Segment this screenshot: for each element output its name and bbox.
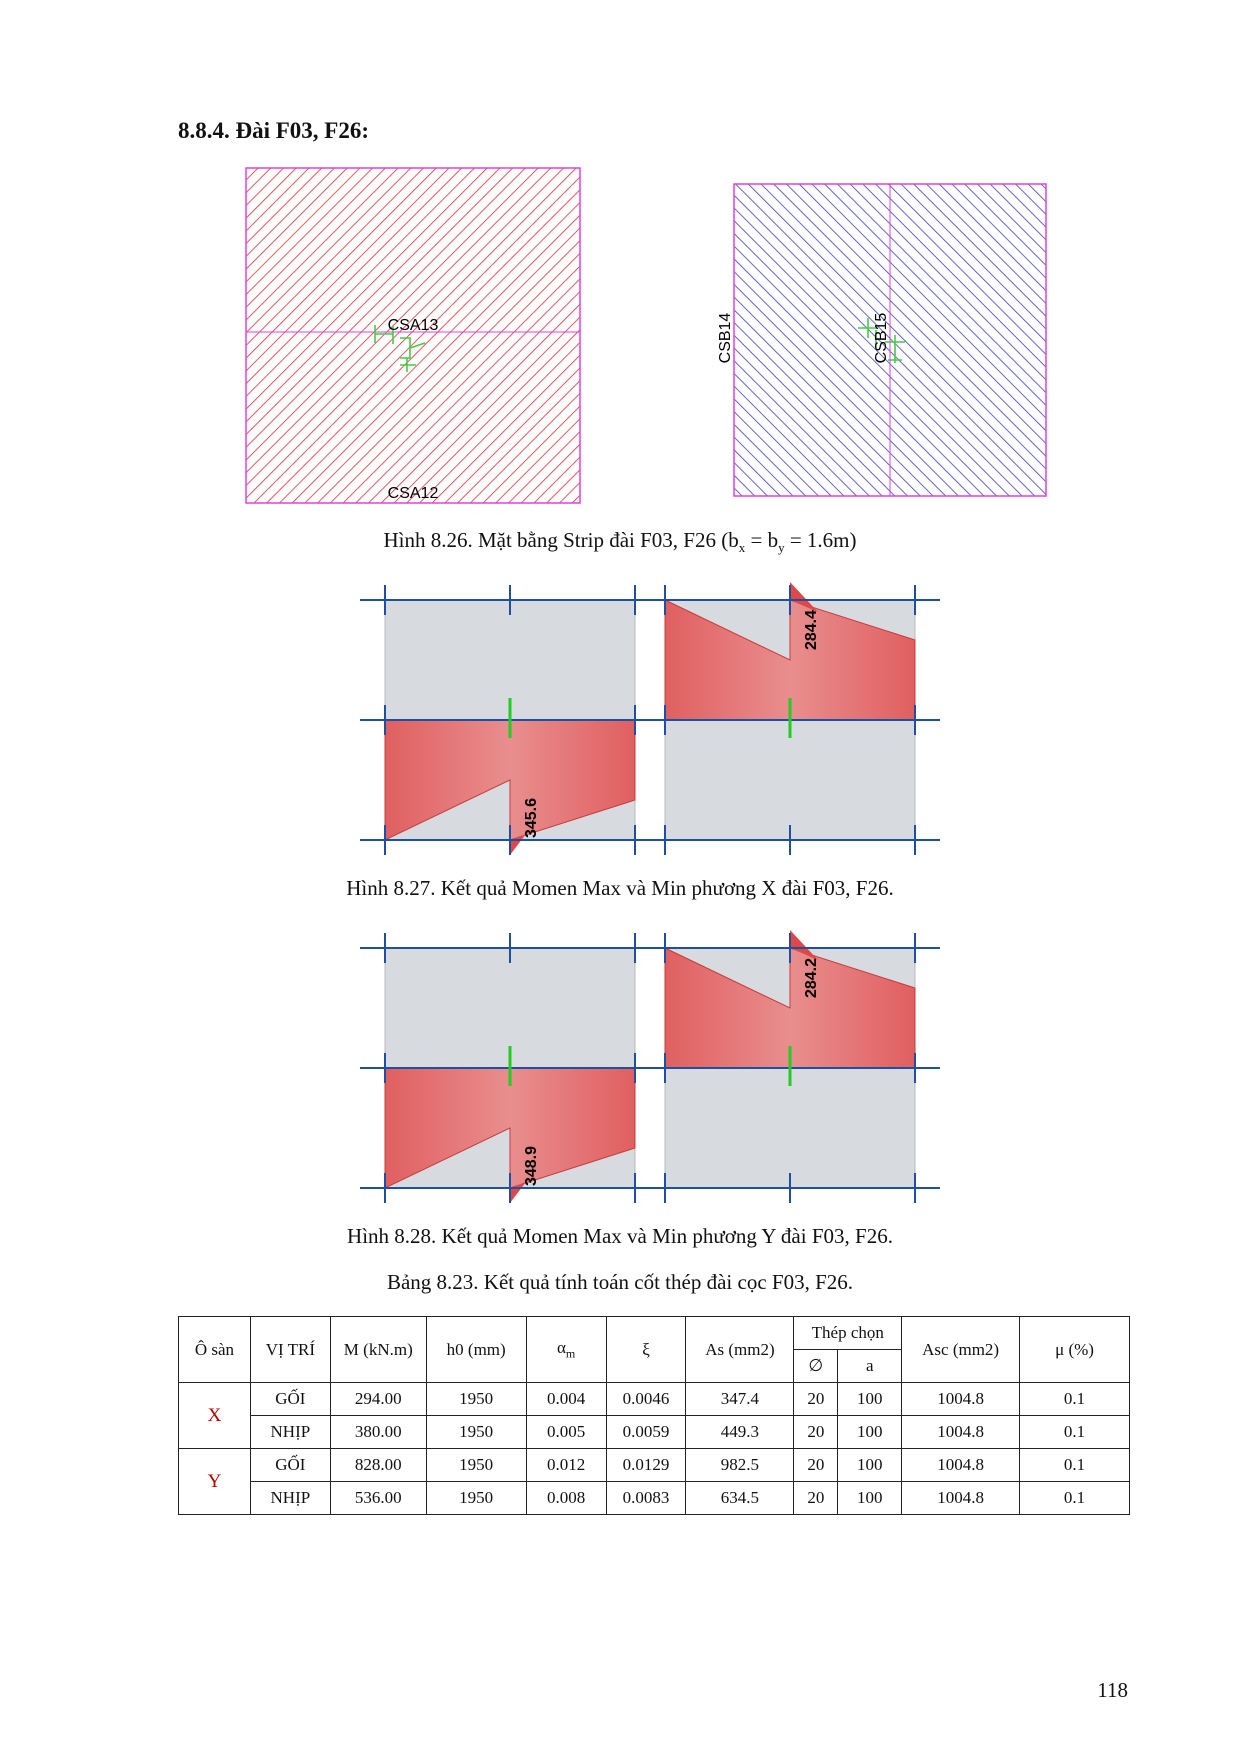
group-label-y: Y <box>179 1449 251 1515</box>
table-row <box>179 1416 1130 1449</box>
cell-vi-tri: NHỊP <box>250 1482 330 1515</box>
strip-a-label-top: CSA13 <box>387 317 439 334</box>
moment-x-max-panel <box>640 582 940 855</box>
header-thep-chon: Thép chọn <box>794 1317 902 1350</box>
cell-mu: 0.1 <box>1020 1416 1130 1449</box>
cell-xi: 0.0083 <box>606 1482 686 1515</box>
cell-as: 634.5 <box>686 1482 794 1515</box>
caption-text-post: = 1.6m) <box>784 528 857 552</box>
cell-mu: 0.1 <box>1020 1482 1130 1515</box>
caption-text-mid: = b <box>745 528 779 552</box>
cell-vi-tri: NHỊP <box>250 1416 330 1449</box>
header-as: As (mm2) <box>686 1317 794 1383</box>
header-a: a <box>838 1350 902 1383</box>
moment-value-max: 284.2 <box>803 957 820 999</box>
header-mu: μ (%) <box>1020 1317 1130 1383</box>
table-row <box>179 1482 1130 1515</box>
cell-asc: 1004.8 <box>902 1416 1020 1449</box>
cell-alpha: 0.005 <box>526 1416 606 1449</box>
cell-phi: 20 <box>794 1482 838 1515</box>
strip-a-label-bottom: CSA12 <box>387 485 439 502</box>
header-phi: ∅ <box>794 1350 838 1383</box>
header-h0: h0 (mm) <box>426 1317 526 1383</box>
cell-mu: 0.1 <box>1020 1383 1130 1416</box>
section-heading: 8.8.4. Đài F03, F26: <box>178 118 370 143</box>
moment-value-min: 345.6 <box>523 797 540 839</box>
table-caption: Bảng 8.23. Kết quả tính toán cốt thép đài cọc F03, F26. <box>386 1270 853 1294</box>
cell-phi: 20 <box>794 1416 838 1449</box>
table-header-row <box>179 1317 1130 1350</box>
cell-asc: 1004.8 <box>902 1449 1020 1482</box>
cell-phi: 20 <box>794 1449 838 1482</box>
cell-as: 982.5 <box>686 1449 794 1482</box>
strip-b-label-center: CSB15 <box>873 312 890 364</box>
table-row <box>179 1383 1130 1416</box>
page-number: 118 <box>1097 1678 1128 1702</box>
caption-sub-x: x <box>738 540 746 556</box>
cell-a: 100 <box>838 1482 902 1515</box>
moment-value-max: 284.4 <box>803 609 820 651</box>
strip-a-area <box>246 168 580 503</box>
cell-xi: 0.0046 <box>606 1383 686 1416</box>
moment-value-min: 348.9 <box>523 1145 540 1187</box>
moment-x-min-panel <box>360 585 660 855</box>
steel-calculation-table <box>178 1316 1130 1515</box>
caption-text: Hình 8.26. Mặt bằng Strip đài F03, F26 (b <box>383 528 739 552</box>
figure-27-caption: Hình 8.27. Kết quả Momen Max và Min phương X đài F03, F26. <box>346 876 894 900</box>
group-label-x: X <box>179 1383 251 1449</box>
cell-xi: 0.0059 <box>606 1416 686 1449</box>
moment-y-min-panel <box>360 933 660 1203</box>
cell-m: 294.00 <box>330 1383 426 1416</box>
cell-h0: 1950 <box>426 1416 526 1449</box>
cell-h0: 1950 <box>426 1449 526 1482</box>
strip-a-panel <box>246 168 580 503</box>
cell-a: 100 <box>838 1449 902 1482</box>
cell-asc: 1004.8 <box>902 1383 1020 1416</box>
header-o-san: Ô sàn <box>179 1317 251 1383</box>
table-row <box>179 1449 1130 1482</box>
cell-mu: 0.1 <box>1020 1449 1130 1482</box>
moment-x-figure <box>360 570 940 860</box>
strip-b-panel <box>717 184 1046 496</box>
alpha-subscript: m <box>565 1346 576 1361</box>
cell-h0: 1950 <box>426 1482 526 1515</box>
header-xi: ξ <box>606 1317 686 1383</box>
header-asc: Asc (mm2) <box>902 1317 1020 1383</box>
cell-a: 100 <box>838 1416 902 1449</box>
moment-y-max-panel <box>640 930 940 1203</box>
strip-plan-figure <box>240 160 1060 510</box>
header-m: M (kN.m) <box>330 1317 426 1383</box>
cell-alpha: 0.012 <box>526 1449 606 1482</box>
cell-m: 536.00 <box>330 1482 426 1515</box>
cell-vi-tri: GỐI <box>250 1449 330 1482</box>
caption-sub-y: y <box>778 540 785 556</box>
cell-h0: 1950 <box>426 1383 526 1416</box>
cell-asc: 1004.8 <box>902 1482 1020 1515</box>
cell-as: 347.4 <box>686 1383 794 1416</box>
cell-xi: 0.0129 <box>606 1449 686 1482</box>
cell-m: 380.00 <box>330 1416 426 1449</box>
cell-alpha: 0.004 <box>526 1383 606 1416</box>
moment-y-figure <box>360 918 940 1208</box>
cell-as: 449.3 <box>686 1416 794 1449</box>
cell-m: 828.00 <box>330 1449 426 1482</box>
alpha-symbol: α <box>556 1337 566 1357</box>
figure-28-caption: Hình 8.28. Kết quả Momen Max và Min phương Y đài F03, F26. <box>347 1224 893 1248</box>
cell-a: 100 <box>838 1383 902 1416</box>
strip-b-label-left: CSB14 <box>717 312 734 364</box>
figure-26-caption <box>0 528 1240 556</box>
cell-alpha: 0.008 <box>526 1482 606 1515</box>
header-alpha <box>526 1317 606 1383</box>
cell-vi-tri: GỐI <box>250 1383 330 1416</box>
header-vi-tri: VỊ TRÍ <box>250 1317 330 1383</box>
cell-phi: 20 <box>794 1383 838 1416</box>
